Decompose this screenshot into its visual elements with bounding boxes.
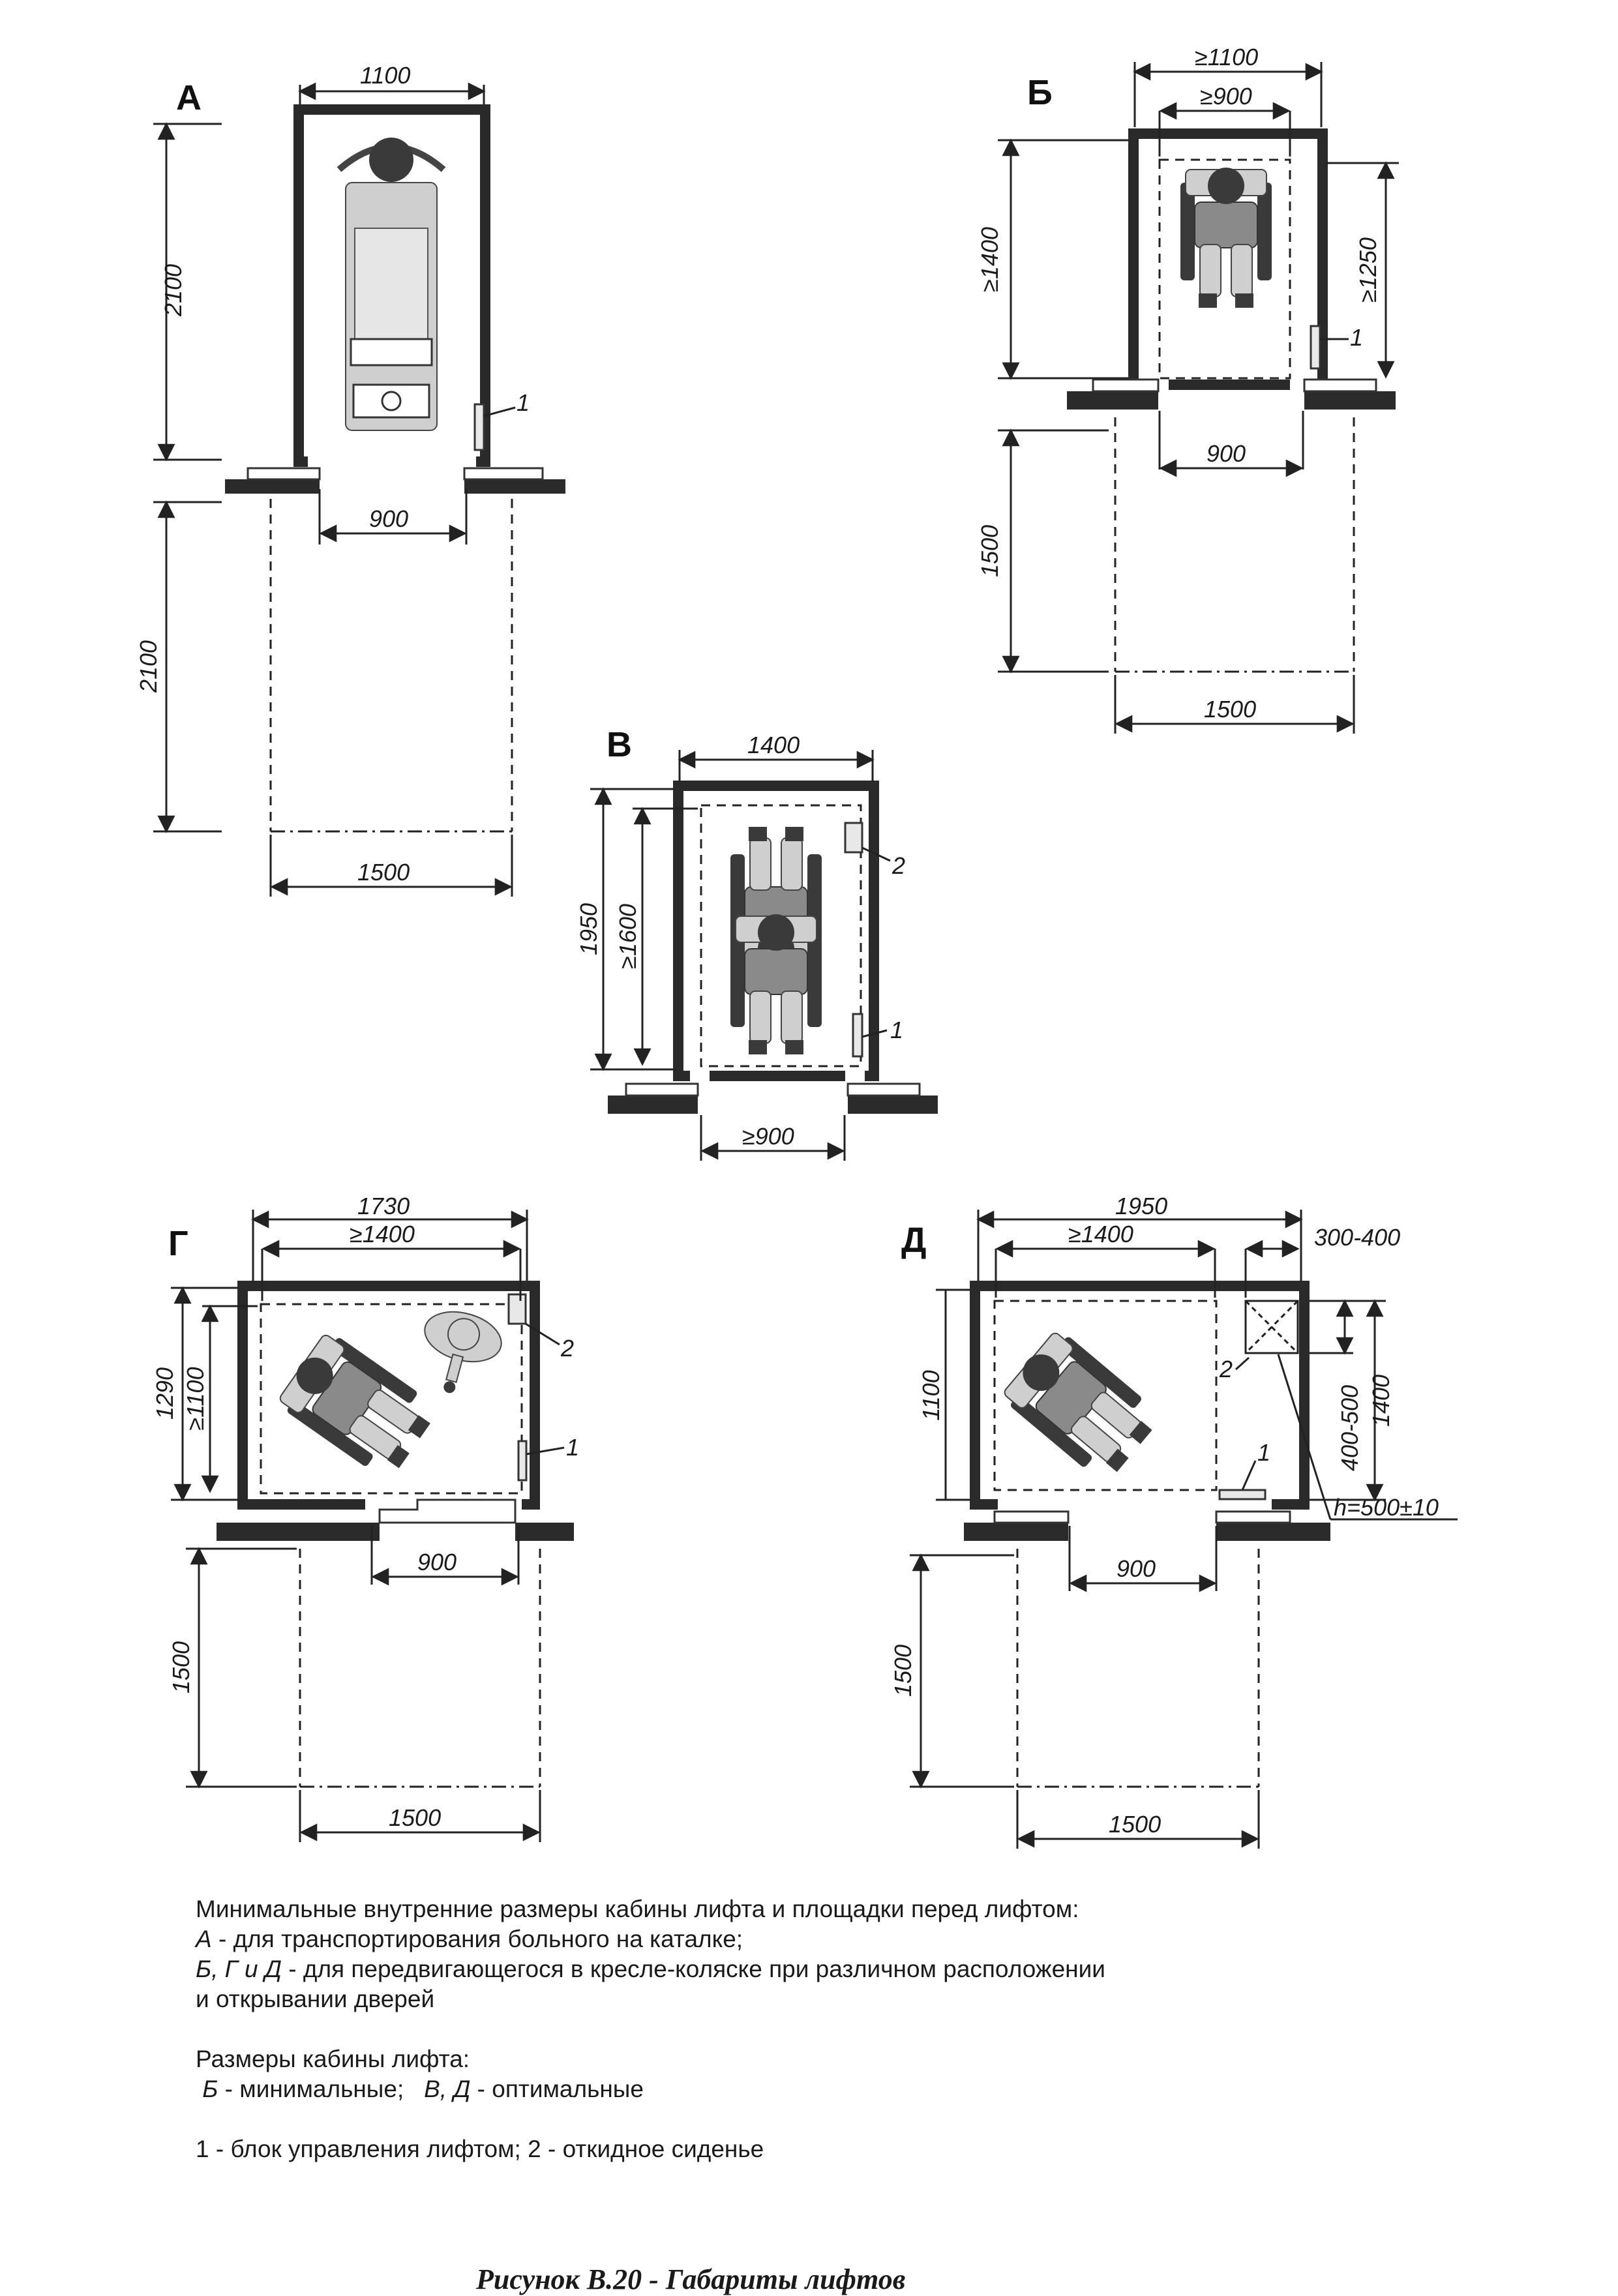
- caption-line-6-key-2: В, Д: [424, 2076, 471, 2102]
- caption-line-2: [196, 1924, 1435, 1954]
- panel-v-folding-seat: [845, 823, 862, 852]
- panel-d-control-panel: [1220, 1490, 1265, 1499]
- panel-a-dim-door: 900: [369, 505, 409, 532]
- panel-b-dim-inner-width: ≥900: [1200, 83, 1252, 110]
- panel-a-control-panel: [475, 404, 484, 450]
- caption-line-3-text: - для передвигающегося в кресле-коляске при различном расположении: [281, 1956, 1105, 1982]
- panel-b-door-leaf-r: [1304, 380, 1376, 391]
- panel-d-marker-2: 2: [1220, 1356, 1233, 1382]
- caption-line-4: и открывании дверей: [196, 1986, 435, 2012]
- panel-b-dim-door: 900: [1206, 440, 1246, 467]
- panel-b-dim-height-right: ≥1250: [1355, 237, 1381, 303]
- panel-b-wheelchair-user: [1180, 168, 1272, 308]
- panel-d-dim-front-depth: 1500: [890, 1644, 916, 1697]
- panel-d-wheelchair-user: [998, 1326, 1164, 1485]
- panel-d-marker-1: 1: [1257, 1439, 1271, 1466]
- panel-g-control-panel: [518, 1441, 526, 1480]
- caption-line-3: [196, 1954, 1435, 1984]
- panel-g-dim-inner-width: ≥1400: [350, 1221, 415, 1247]
- panel-a-stretcher: [339, 138, 443, 430]
- panel-a-dim-front-width: 1500: [357, 859, 410, 886]
- figure-title: Рисунок В.20 - Габариты лифтов: [476, 2263, 906, 2295]
- panel-g-wheelchair-user: [274, 1328, 441, 1483]
- panel-v-letter: В: [607, 725, 632, 764]
- panel-a-floor-slab-l: [225, 479, 320, 494]
- panel-d: [890, 1193, 1458, 1849]
- panel-b-floor-slab-l: [1067, 391, 1158, 410]
- panel-g-folding-seat: [509, 1294, 526, 1324]
- panel-g-dim-front-depth: 1500: [168, 1641, 194, 1694]
- panel-d-dim-seat-height: h=500±10: [1334, 1494, 1439, 1521]
- panel-g-dim-height-outer: 1290: [151, 1367, 178, 1420]
- panel-v-dim-height-inner: ≥1600: [614, 904, 641, 969]
- panel-g-standing-person: [410, 1304, 507, 1403]
- panel-v-marker-1: 1: [890, 1017, 904, 1043]
- caption-line-2-text: - для транспортирования больного на каталке;: [211, 1926, 743, 1952]
- caption-line-6-text-1: - минимальные;: [218, 2076, 425, 2102]
- panel-v-control-panel: [853, 1014, 862, 1056]
- panel-g: [151, 1193, 579, 1842]
- panel-d-dim-seat-offset: 300-400: [1314, 1224, 1401, 1251]
- caption-line-6-key-1: Б: [202, 2076, 218, 2102]
- panel-g-dim-height-inner: ≥1100: [182, 1367, 209, 1431]
- panel-g-marker-1: 1: [566, 1434, 580, 1461]
- panel-g-dim-width: 1730: [357, 1193, 410, 1219]
- panel-d-dim-width: 1950: [1115, 1193, 1168, 1219]
- panel-a-door-leaf-l: [248, 468, 320, 479]
- panel-d-dim-inner-width: ≥1400: [1068, 1221, 1133, 1247]
- figure-caption: [196, 1894, 1435, 2164]
- panel-v-dim-height-outer: 1950: [575, 902, 602, 956]
- panel-b-floor-slab-r: [1304, 391, 1396, 410]
- panel-d-dim-seat-depth: 400-500: [1336, 1384, 1363, 1472]
- panel-v-wheelchair-user-bottom: [730, 914, 822, 1054]
- panel-a-door-leaf-r: [464, 468, 543, 479]
- panel-a-dim-front-depth: 2100: [135, 640, 162, 693]
- panel-v: [575, 725, 938, 1161]
- panel-b-control-panel: [1311, 326, 1320, 368]
- panel-a-dim-height: 2100: [160, 263, 187, 317]
- panel-g-dim-door: 900: [417, 1549, 457, 1575]
- panel-b: [976, 44, 1399, 734]
- panel-d-dim-height-right: 1400: [1368, 1374, 1394, 1427]
- panel-b-marker-1: 1: [1350, 324, 1364, 351]
- panel-a-letter: А: [176, 78, 202, 117]
- panel-g-dim-front-width: 1500: [389, 1804, 442, 1831]
- panel-b-dim-front-width: 1500: [1204, 696, 1257, 723]
- panel-v-dim-width: 1400: [747, 732, 800, 758]
- panel-a-dim-width: 1100: [360, 62, 411, 89]
- caption-line-5: Размеры кабины лифта:: [196, 2046, 470, 2072]
- panel-d-letter: Д: [901, 1221, 927, 1260]
- caption-line-7: 1 - блок управления лифтом; 2 - откидное сиденье: [196, 2136, 764, 2162]
- panel-b-letter: Б: [1027, 73, 1053, 112]
- panel-g-letter: Г: [168, 1224, 188, 1263]
- caption-line-2-key: А: [196, 1926, 212, 1952]
- panel-b-door-leaf-l: [1093, 380, 1158, 391]
- panel-b-dim-height-left: ≥1400: [976, 227, 1003, 292]
- panel-d-dim-door: 900: [1116, 1555, 1156, 1582]
- caption-line-6-text-2: - оптимальные: [470, 2076, 644, 2102]
- panel-g-marker-2: 2: [561, 1335, 575, 1362]
- panel-v-marker-2: 2: [892, 852, 906, 879]
- panel-d-dim-front-width: 1500: [1109, 1811, 1161, 1838]
- panel-b-dim-width: ≥1100: [1195, 44, 1259, 70]
- panel-b-dim-front-depth: 1500: [976, 524, 1003, 578]
- caption-line-3-key: Б, Г и Д: [196, 1956, 282, 1982]
- panel-a-door-opening: [321, 455, 463, 470]
- panel-a: [135, 62, 565, 897]
- panel-d-dim-height-left: 1100: [918, 1370, 944, 1421]
- caption-line-1: Минимальные внутренние размеры кабины лифта и площадки перед лифтом:: [196, 1896, 1079, 1922]
- panel-a-marker-1: 1: [517, 389, 530, 416]
- panel-v-dim-door: ≥900: [742, 1123, 794, 1150]
- caption-line-6: [196, 2074, 1435, 2104]
- panel-a-floor-slab-r: [464, 479, 565, 494]
